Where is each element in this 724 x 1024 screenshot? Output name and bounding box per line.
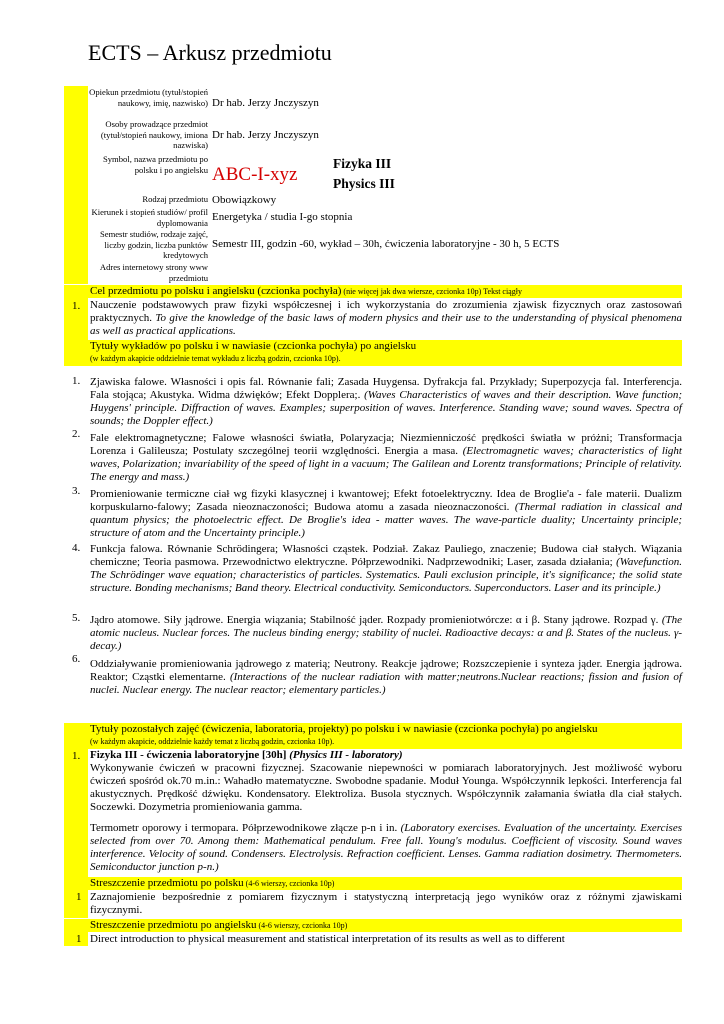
lecture-number: 2.: [72, 428, 81, 440]
streszczenie-en-number: 1: [76, 933, 82, 945]
cel-number: 1.: [72, 300, 81, 312]
prowadzacy-value: Dr hab. Jerzy Jnczyszyn: [212, 129, 319, 141]
lecture-number: 5.: [72, 612, 81, 624]
course-name-en: Physics III: [333, 176, 395, 191]
lecture-item: Zjawiska falowe. Własności i opis fal. Równanie fali; Zasada Huygensa. Dyfrakcja fal. Przykłady; Superpozycja fal. Interferencja. Fala stojąca; Akustyka. Widma dźwięków; Efekt Dopplera;. (Waves Characteristics of waves and their description. Wave function; Huygens' principle. Diffraction of waves. Examples; superposition of waves. Interference. Standing wave; sound waves. Spectra of sounds; the Doppler effect.): [90, 376, 682, 427]
zajecia-header: Tytuły pozostałych zajęć (ćwiczenia, laboratoria, projekty) po polsku i w nawiasie (czcionka pochyła) po angielsku (w każdym akapicie, oddzielnie każdy temat z liczbą godzin, czcionka 10p).: [64, 723, 682, 749]
cel-text: Nauczenie podstawowych praw fizyki współczesnej i ich wykorzystania do zrozumienia zjawisk fizycznych oraz zastosowań praktycznych. To give the knowledge of the basic laws of modern physics and their use to the understanding of physical phenomena as well as practical applications.: [90, 299, 682, 337]
label-opiekun: Opiekun przedmiotu (tytuł/stopień naukowy, imię, nazwisko): [89, 87, 208, 108]
lecture-number: 6.: [72, 653, 81, 665]
zajecia-text-en: Termometr oporowy i termopara. Półprzewodnikowe złącze p-n i in. (Laboratory exercises. Evaluation of the uncertainty. Exercises selected from over 70. Among them: Mathematical pendulum. Free fall. Young's modulus. Coefficient of viscosity. Sound waves interference. Velocity of sound. Condensers. Electrolysis. Refraction coefficient. Lenses. Gamma radiation dosimetry. Thermometers. Semiconductor junction p-n.): [90, 822, 682, 873]
lecture-item: Fale elektromagnetyczne; Falowe własności światła, Polaryzacja; Niezmienniczość prędkości światła w próżni; Transformacja Lorenza i Galileusza; Postulaty szczególnej teorii względności. Energia a masa. (Electromagnetic waves; characteristics of light waves, Polarization; invariability of the speed of light in a vacuum; The Galilean and Lorentz transformations; Principle of relativity. The energy and mass.): [90, 432, 682, 483]
streszczenie-pl-header: Streszczenie przedmiotu po polsku (4-6 wierszy, czcionka 10p): [64, 877, 682, 890]
streszczenie-pl-number: 1: [76, 891, 82, 903]
streszczenie-en-text: Direct introduction to physical measurement and statistical interpretation of its results as well as to different: [90, 933, 565, 945]
course-name-pl: Fizyka III: [333, 156, 392, 171]
label-prowadzacy: Osoby prowadzące przedmiot (tytuł/stopień naukowy, imiona nazwiska): [100, 119, 208, 150]
lecture-item: Jądro atomowe. Siły jądrowe. Energia wiązania; Stabilność jąder. Rozpady promieniotwórcze: α i β. Stany jądrowe. Rozpad γ. (The atomic nucleus. Nuclear forces. The nucleus binding energy; stability of nuclei. Radioactive decays: α and β. States of the nucleus. γ-decay.): [90, 614, 682, 652]
lecture-number: 3.: [72, 485, 81, 497]
streszczenie-en-header: Streszczenie przedmiotu po angielsku (4-6 wierszy, czcionka 10p): [64, 919, 682, 932]
lecture-number: 4.: [72, 542, 81, 554]
label-symbol: Symbol, nazwa przedmiotu po polsku i po angielsku: [102, 154, 208, 175]
kierunek-value: Energetyka / studia I-go stopnia: [212, 211, 353, 223]
lecture-item: Funkcja falowa. Równanie Schrödingera; Własności cząstek. Podział. Zakaz Pauliego, znaczenie; Budowa ciał stałych. Wiązania chemiczne; Teoria pasmowa. Przewodnictwo elektryczne. Półprzewodniki. Nadprzewodniki; Laser, zasada działania; (Wavefunction. The Schrödinger wave equation; characteristics of particles. Systematics. Pauli exclusion principle, it's significance; the solid state structure. Bonding mechanisms; Band theory. Electrical conductivity. Semiconductors. Superconductors. Laser and its principle.): [90, 543, 682, 594]
label-www: Adres internetowy strony www przedmiotu: [99, 262, 208, 283]
streszczenie-pl-text: Zaznajomienie bezpośrednie z pomiarem fizycznym i statystyczną interpretacją jego wyników oraz z różnymi zjawiskami fizycznymi.: [90, 891, 682, 916]
label-kierunek: Kierunek i stopień studiów/ profil dyplomowania: [91, 207, 208, 228]
lecture-item: Promieniowanie termiczne ciał wg fizyki klasycznej i kwantowej; Efekt fotoelektryczny. Idea de Broglie'a - fale materii. Dualizm korpuskularno-falowy; Zasada nieoznaczoności; Budowa atomu a zasada nieoznaczoności. (Thermal radiation in classical and quantum physics; the photoelectric effect. De Broglie's idea - matter waves. The wave-particle duality; Uncertainty principle; structure of atom and the Uncertainty principle.): [90, 488, 682, 539]
zajecia-number: 1.: [72, 750, 81, 762]
zajecia-num-column: [64, 749, 88, 877]
semestr-value: Semestr III, godzin -60, wykład – 30h, ćwiczenia laboratoryjne - 30 h, 5 ECTS: [212, 238, 560, 250]
label-semestr: Semestr studiów, rodzaje zajęć, liczby godzin, liczba punktów kredytowych: [99, 229, 208, 260]
page-title: ECTS – Arkusz przedmiotu: [88, 40, 332, 65]
label-rodzaj: Rodzaj przedmiotu: [142, 194, 208, 204]
opiekun-value: Dr hab. Jerzy Jnczyszyn: [212, 97, 319, 109]
course-code: ABC-I-xyz: [212, 164, 298, 185]
wyklady-header: Tytuły wykładów po polsku i w nawiasie (czcionka pochyła) po angielsku (w każdym akapicie oddzielnie temat wykładu z liczbą godzin, czcionka 10p).: [64, 340, 682, 366]
lecture-item: Oddziaływanie promieniowania jądrowego z materią; Neutrony. Reakcje jądrowe; Rozszczepienie i synteza jąder. Energia jądrowa. Reaktor; Cząstki elementarne. (Interactions of the nuclear radiation with matter;neutrons.Nuclear reactions; fission and fusion of nuclei. Nuclear energy. The nuclear reactor; elementary particles.): [90, 658, 682, 696]
rodzaj-value: Obowiązkowy: [212, 194, 277, 206]
zajecia-title: Fizyka III - ćwiczenia laboratoryjne [30h] (Physics III - laboratory): [90, 749, 403, 761]
cel-header: Cel przedmiotu po polsku i angielsku (czcionka pochyła) (nie więcej jak dwa wiersze, czcionka 10p) Tekst ciągły: [64, 285, 682, 298]
lecture-number: 1.: [72, 375, 81, 387]
zajecia-text: Wykonywanie ćwiczeń w pracowni fizycznej. Szacowanie niepewności w pomiarach laboratoryjnych. Jest możliwość wyboru ćwiczeń spośród ok.70 m.in.: Wahadło matematyczne. Swobodne spadanie. Moduł Younga. Współczynnik lepkości. Interferencja fal akustycznych. Prędkość dźwięku. Kondensatory. Elektroliza. Busola stycznych. Współczynnik załamania światła dla ciał stałych. Soczewki. Dozymetria promieniowania gamma.: [90, 762, 682, 813]
